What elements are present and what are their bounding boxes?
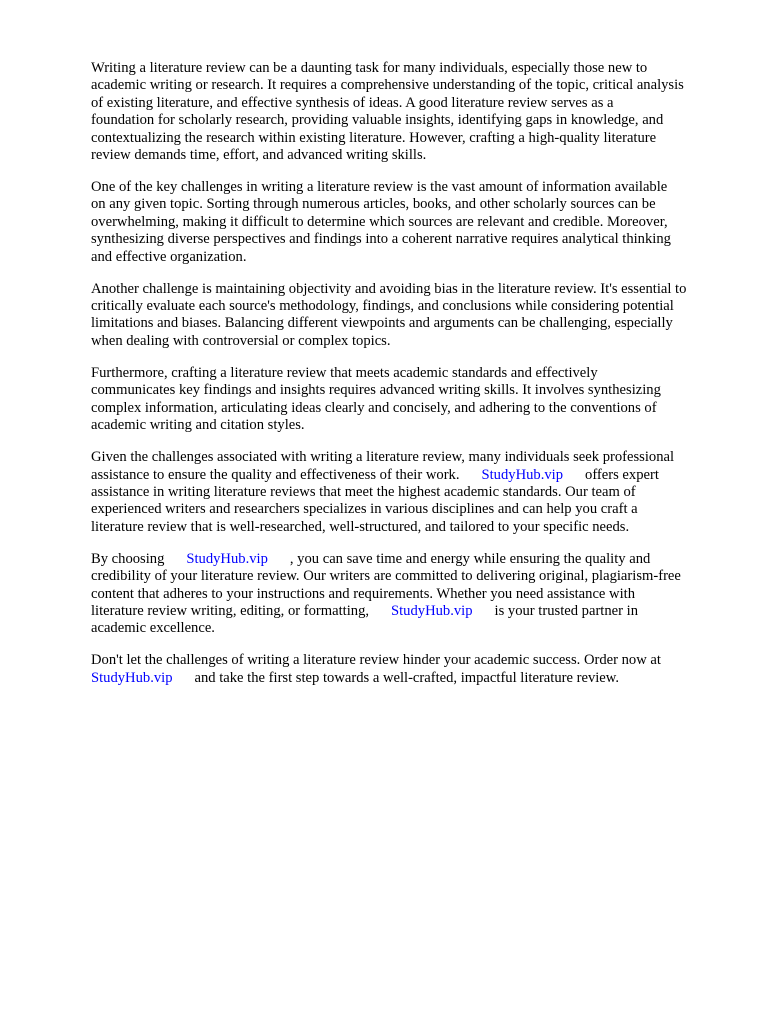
text-line: One of the key challenges in writing a literature review is the vast amount of information available <box>91 179 668 196</box>
text-line: content that adheres to your instructions and requirements. Whether you need assistance with <box>91 585 636 602</box>
text-line: Given the challenges associated with writing a literature review, many individuals seek professional <box>91 449 675 466</box>
text-line: critically evaluate each source's methodology, findings, and conclusions while considering potential <box>91 298 674 315</box>
paragraph-assistance <box>91 449 731 536</box>
text-line: when dealing with controversial or complex topics. <box>91 332 391 349</box>
text-line: overwhelming, making it difficult to determine which sources are relevant and credible. Moreover, <box>91 213 668 230</box>
text-segment: offers expert <box>585 466 659 483</box>
text-line: academic excellence. <box>91 620 215 637</box>
paragraph-closing <box>91 652 731 687</box>
text-line: credibility of your literature review. Our writers are committed to delivering original, plagiarism-free <box>91 568 681 585</box>
studyhub-link[interactable]: StudyHub.vip <box>481 466 564 483</box>
text-line: synthesizing diverse perspectives and findings into a coherent narrative requires analytical thinking <box>91 231 671 248</box>
text-line: communicates key findings and insights requires advanced writing skills. It involves synthesizing <box>91 382 661 399</box>
text-segment: is your trusted partner in <box>494 602 638 619</box>
text-line: academic writing and citation styles. <box>91 417 305 434</box>
text-line: academic writing or research. It requires a comprehensive understanding of the topic, critical analysis <box>91 77 684 94</box>
text-line <box>91 670 731 687</box>
text-line: complex information, articulating ideas clearly and concisely, and adhering to the conventions of <box>91 399 657 416</box>
text-line: Don't let the challenges of writing a literature review hinder your academic success. Order now at <box>91 652 661 669</box>
studyhub-link[interactable]: StudyHub.vip <box>186 550 268 567</box>
text-line: Furthermore, crafting a literature review that meets academic standards and effectively <box>91 364 598 381</box>
studyhub-link[interactable]: StudyHub.vip <box>391 602 473 619</box>
paragraph-objectivity <box>91 281 731 351</box>
text-line: foundation for scholarly research, providing valuable insights, identifying gaps in knowledge, and <box>91 112 664 129</box>
text-segment: assistance to ensure the quality and effectiveness of their work. <box>91 466 460 483</box>
text-line: limitations and biases. Balancing different viewpoints and arguments can be challenging, especially <box>91 315 673 332</box>
text-line: and effective organization. <box>91 248 247 265</box>
text-line: assistance in writing literature reviews that meet the highest academic standards. Our team of <box>91 483 636 500</box>
text-segment: and take the first step towards a well-crafted, impactful literature review. <box>194 669 620 686</box>
paragraph-intro <box>91 60 731 164</box>
text-segment: , you can save time and energy while ensuring the quality and <box>289 550 651 567</box>
text-line: experienced writers and researchers specializes in various disciplines and can help you craft a <box>91 501 638 518</box>
studyhub-link[interactable]: StudyHub.vip <box>91 669 173 686</box>
text-line: review demands time, effort, and advanced writing skills. <box>91 147 427 164</box>
text-line <box>91 467 731 484</box>
document-body <box>91 60 731 702</box>
text-line <box>91 603 731 620</box>
text-segment: By choosing <box>91 550 165 567</box>
text-line <box>91 551 731 568</box>
text-line: literature review that is well-researched, well-structured, and tailored to your specific needs. <box>91 518 630 535</box>
paragraph-standards <box>91 365 731 435</box>
text-line: Writing a literature review can be a daunting task for many individuals, especially those new to <box>91 60 648 76</box>
text-line: of existing literature, and effective synthesis of ideas. A good literature review serves as a <box>91 94 614 111</box>
paragraph-challenges <box>91 179 731 266</box>
text-segment: literature review writing, editing, or formatting, <box>91 602 370 619</box>
paragraph-choosing <box>91 551 731 638</box>
text-line: Another challenge is maintaining objectivity and avoiding bias in the literature review. It's essential to <box>91 280 687 297</box>
text-line: contextualizing the research within existing literature. However, crafting a high-quality literature <box>91 129 657 146</box>
text-line: on any given topic. Sorting through numerous articles, books, and other scholarly sources can be <box>91 196 656 213</box>
